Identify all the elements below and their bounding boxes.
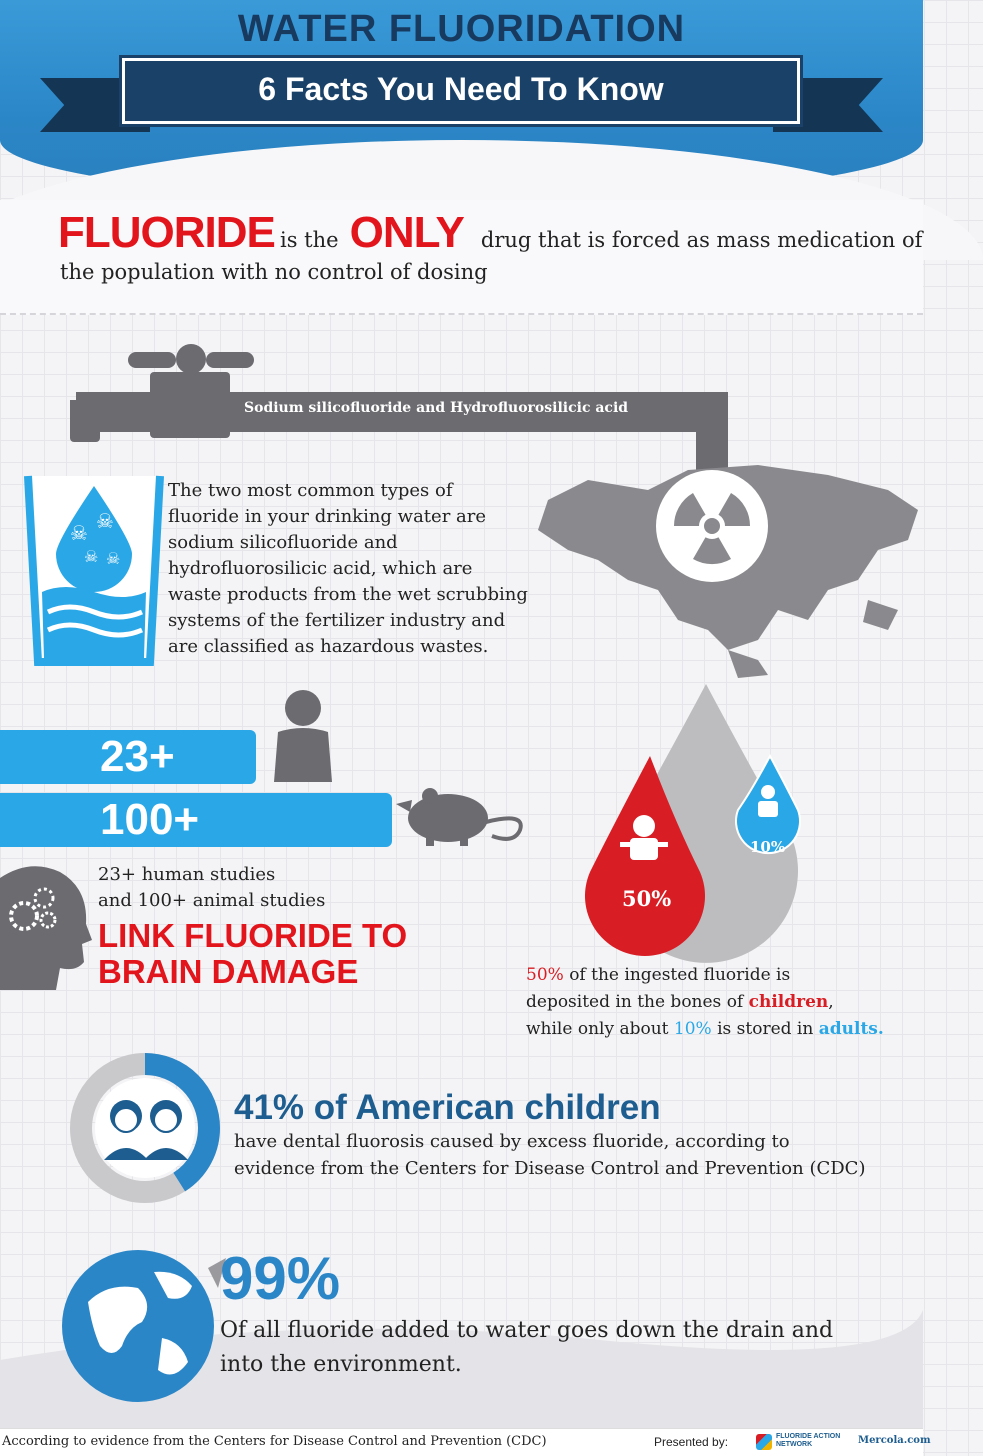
fact5-body (234, 1128, 865, 1182)
studies-line1: 23+ human studies (98, 864, 276, 885)
presented-by-label: Presented by: (654, 1435, 729, 1449)
page-subtitle: 6 Facts You Need To Know (258, 71, 664, 107)
fact4-text-d: is stored in (711, 1019, 819, 1039)
fact5-headline: 41% of American children (234, 1088, 661, 1127)
fact2-line: hydrofluorosilicic acid, which are (168, 558, 473, 579)
fact4-text (526, 962, 923, 1043)
mercola-logo: Mercola.com (858, 1435, 931, 1446)
page-title: WATER FLUORIDATION (237, 8, 686, 50)
svg-text:☠: ☠ (70, 521, 88, 545)
fact2-body (168, 478, 528, 660)
fact1-text1: is the (279, 228, 339, 252)
headline-line2: BRAIN DAMAGE (98, 953, 359, 990)
svg-text:☠: ☠ (106, 549, 121, 568)
fact4-adults: adults. (818, 1019, 884, 1039)
studies-text (98, 862, 325, 914)
fact2-line: are classified as hazardous wastes. (168, 636, 489, 657)
fact6-body (220, 1314, 833, 1382)
fact2-line: fluoride in your drinking water are (168, 506, 487, 527)
headline-line1: LINK FLUORIDE TO (98, 917, 408, 954)
child-pct-label: 50% (622, 886, 672, 911)
fact4-comma: , (828, 992, 834, 1012)
fact4-text-a: of the ingested fluoride is (563, 965, 791, 985)
children-percent-donut (60, 1048, 230, 1208)
water-glass-icon (24, 472, 164, 668)
fact2-line: The two most common types of (168, 480, 453, 501)
brain-damage-headline (98, 918, 407, 990)
svg-text:☠: ☠ (84, 547, 99, 566)
human-studies-bar: 23+ (0, 730, 256, 784)
pipe-label: Sodium silicofluoride and Hydrofluorosilicic acid (244, 400, 629, 416)
footer-source: According to evidence from the Centers for Disease Control and Prevention (CDC) (2, 1434, 547, 1449)
adult-pct-label: 10% (750, 838, 786, 856)
fact2-line: waste products from the wet scrubbing (168, 584, 528, 605)
fact4-pct50: 50% (526, 965, 564, 985)
footer (0, 1428, 931, 1456)
globe-icon (58, 1242, 228, 1410)
svg-text:☠: ☠ (96, 509, 114, 533)
animal-studies-bar: 100+ (0, 793, 392, 847)
fact4-children: children (748, 992, 829, 1012)
fact1-line2: the population with no control of dosing (60, 260, 488, 284)
fact4-pct10: 10% (673, 1019, 712, 1039)
fact5-line2: evidence from the Centers for Disease Control and Prevention (CDC) (234, 1158, 866, 1179)
fact4-text-c: while only about (526, 1019, 674, 1039)
radiation-icon (654, 468, 770, 584)
fact6-line1: Of all fluoride added to water goes down the drain and (220, 1318, 834, 1343)
subtitle-ribbon (122, 58, 800, 124)
fact6-percent: 99% (220, 1245, 341, 1312)
fact-only-drug (0, 200, 923, 315)
brain-head-icon (0, 858, 92, 990)
fact2-line: systems of the fertilizer industry and (168, 610, 506, 631)
bone-drops-icon (584, 684, 814, 950)
fan-logo-icon (756, 1434, 772, 1450)
fact2-line: sodium silicofluoride and (168, 532, 398, 553)
only-word: ONLY (349, 208, 464, 257)
studies-line2: and 100+ animal studies (98, 890, 326, 911)
fact6-line2: into the environment. (220, 1352, 462, 1377)
fan-logo-text: FLUORIDE ACTION NETWORK (776, 1433, 841, 1448)
fact1-line1 (58, 208, 922, 258)
fact4-text-b: deposited in the bones of (526, 992, 749, 1012)
person-icon (270, 688, 336, 784)
fluoride-word: FLUORIDE (58, 208, 275, 257)
rat-icon (396, 782, 526, 848)
fact1-text2: drug that is forced as mass medication of (480, 228, 923, 252)
fact5-line1: have dental fluorosis caused by excess fluoride, according to (234, 1131, 790, 1152)
